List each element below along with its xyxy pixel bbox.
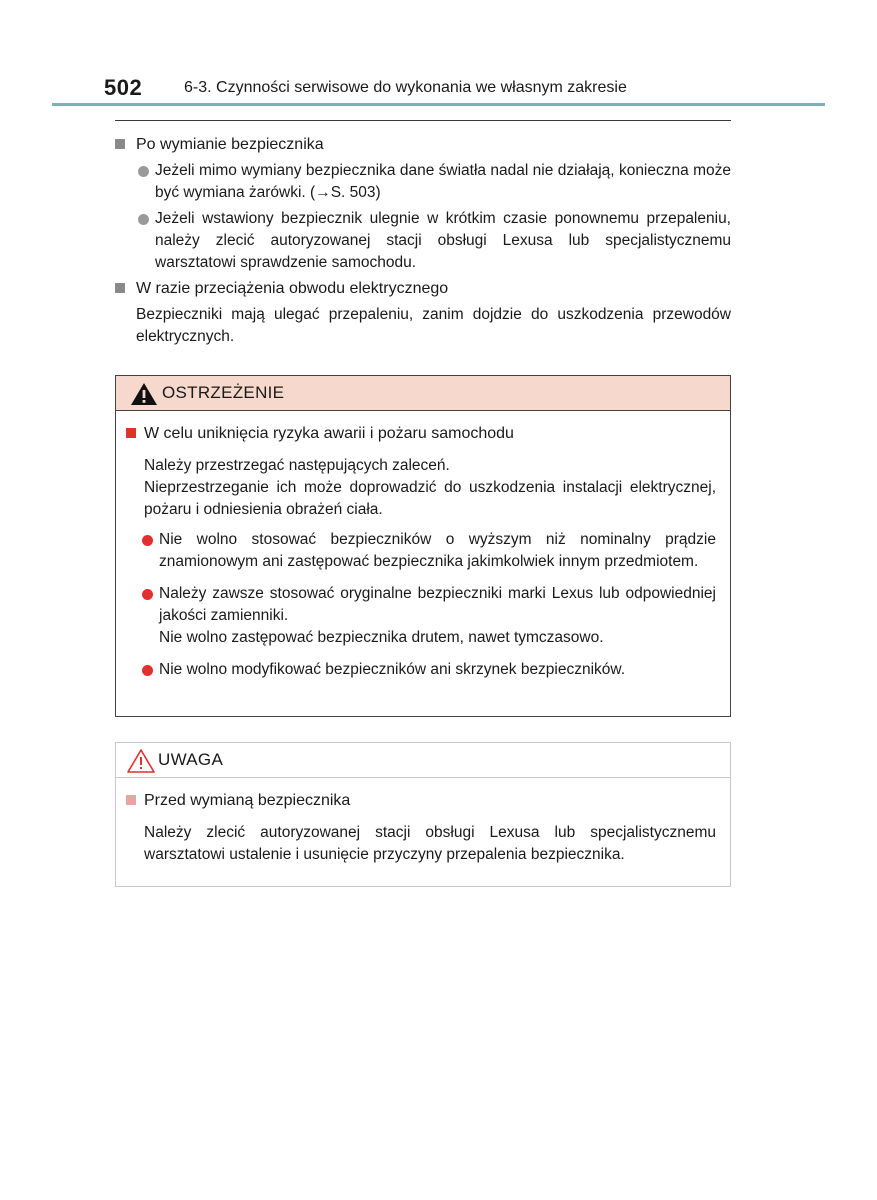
warning-heading: W celu uniknięcia ryzyka awarii i pożaru samochodu: [126, 423, 716, 445]
red-dot-icon: [142, 589, 153, 600]
list-item: Jeżeli mimo wymiany bezpiecznika dane światła nadal nie działają, konieczna może być wymiana żarówki. (→S. 503): [115, 160, 731, 204]
section-title: 6-3. Czynności serwisowe do wykonania we własnym zakresie: [184, 79, 627, 96]
warning-box: [115, 375, 731, 717]
header-rule: [52, 103, 825, 106]
section-paragraph: Bezpieczniki mają ulegać przepaleniu, zanim dojdzie do uszkodzenia przewodów elektrycznych.: [136, 306, 731, 345]
list-item: Należy zawsze stosować oryginalne bezpieczniki marki Lexus lub odpowiedniej jakości zamienniki. Nie wolno zastępować bezpiecznika drutem, nawet tymczasowo.: [126, 583, 716, 649]
warning-triangle-icon: [130, 382, 158, 406]
caution-box: [115, 742, 731, 887]
caution-paragraph: Należy zlecić autoryzowanej stacji obsługi Lexusa lub specjalistycznemu warsztatowi ustalenie i usunięcie przyczyny przepalenia bezpiecznika.: [144, 824, 716, 863]
caution-heading: Przed wymianą bezpiecznika: [126, 790, 716, 812]
warning-body: [116, 411, 730, 681]
red-dot-icon: [142, 535, 153, 546]
section-rule: [115, 120, 731, 121]
warning-header: [116, 376, 730, 411]
gray-square-icon: [115, 139, 125, 149]
caution-body: [116, 778, 730, 866]
red-dot-icon: [142, 665, 153, 676]
caution-header: [116, 743, 730, 778]
section-heading: Po wymianie bezpiecznika: [115, 134, 731, 156]
warning-intro: Należy przestrzegać następujących zaleceń. Nieprzestrzeganie ich może doprowadzić do uszkodzenia instalacji elektrycznej, pożaru i odniesienia obrażeń ciała.: [144, 457, 716, 518]
list-item: Nie wolno stosować bezpieczników o wyższym niż nominalny prądzie znamionowym ani zastępować bezpiecznika jakimkolwiek innym przedmiotem.: [126, 529, 716, 573]
warning-title: OSTRZEŻENIE: [162, 383, 285, 402]
pink-square-icon: [126, 795, 136, 805]
page-header: [0, 68, 877, 108]
page-number: 502: [104, 75, 143, 100]
red-square-icon: [126, 428, 136, 438]
list-item: Jeżeli wstawiony bezpiecznik ulegnie w krótkim czasie ponownemu przepaleniu, należy zlecić autoryzowanej stacji obsługi Lexusa lub specjalistycznemu warsztatowi sprawdzenie samochodu.: [115, 208, 731, 274]
caution-title: UWAGA: [158, 750, 224, 769]
gray-dot-icon: [138, 166, 149, 177]
caution-triangle-icon: [126, 748, 156, 774]
gray-dot-icon: [138, 214, 149, 225]
list-item: Nie wolno modyfikować bezpieczników ani skrzynek bezpieczników.: [126, 659, 716, 681]
main-content: [115, 134, 731, 356]
section-heading: W razie przeciążenia obwodu elektrycznego: [115, 278, 731, 300]
gray-square-icon: [115, 283, 125, 293]
